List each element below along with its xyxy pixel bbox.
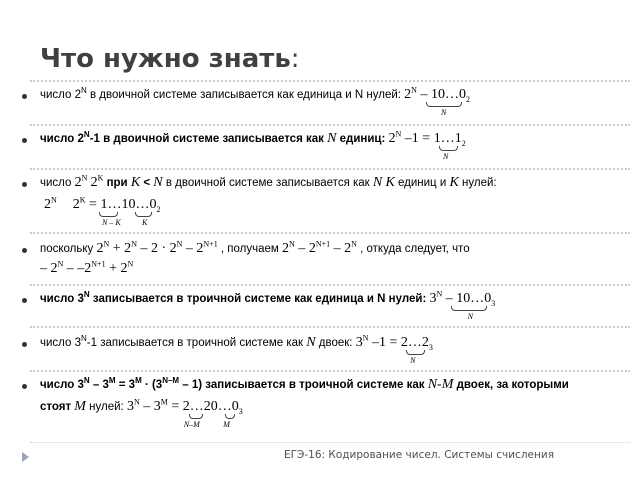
- divider-6: [30, 370, 630, 372]
- item-6: число $3^N-1$ записывается в троичной системе как N двоек: $3^N$ $-1 = 2\dots 2_3$ N: [40, 333, 433, 365]
- item-7-second-line: стоят M нулей: $3^N - 3^M$ = $2\dots 20\dots 0_3$ N–M M: [40, 397, 243, 429]
- item-1: число $2^N$ в двоичной системе записывается как единица и N нулей: $2^N$ – $10\dots 0_2$ N: [40, 85, 470, 117]
- formula-1: $2^N$ – $10\dots 0_2$ N: [404, 85, 470, 117]
- divider-2: [30, 168, 630, 170]
- bullet-6: [22, 342, 27, 347]
- bullet-2: [22, 138, 27, 143]
- item-5: число $3^N$ записывается в троичной системе как единица и N нулей: $3^N$ – $10\dots 0_3$ N: [40, 289, 496, 321]
- bullet-5: [22, 298, 27, 303]
- bullet-4: [22, 248, 27, 253]
- divider-4: [30, 284, 630, 286]
- divider-3: [30, 232, 630, 234]
- item-4-second-line: – $2^N - -2^{N+1} + 2^N$: [40, 259, 134, 276]
- bullet-7: [22, 384, 27, 389]
- formula-5: $3^N$ – $10\dots 0_3$ N: [429, 289, 496, 321]
- slide-footer: ЕГЭ-16: Кодирование чисел. Системы счисления: [284, 449, 555, 461]
- item-2: число $2^N-1$ в двоичной системе записывается как N единиц: $2^N$ $-1 = 1\dots 1_2$ N: [40, 129, 466, 161]
- item-4: поскольку $2^N + 2^N - 2 \cdot 2^N - 2^{N+1}$ , получаем $2^N - 2^{N+1} - 2^N$ , откуда следует, что: [40, 239, 470, 256]
- slide-title: Что нужно знать:: [40, 44, 300, 74]
- formula-7: $3^N - 3^M$ = $2\dots 20\dots 0_3$ N–M M: [126, 397, 243, 429]
- title-divider: [30, 80, 630, 82]
- formula-6: $3^N$ $-1 = 2\dots 2_3$ N: [355, 333, 433, 365]
- footer-divider: [30, 442, 630, 443]
- bullet-1: [22, 94, 27, 99]
- item-7: число $3^N - 3^M = 3^M \cdot (3^{N-M} - 1)$ записывается в троичной системе как N-M двоек, за которыми: [40, 376, 569, 392]
- item-3: число $2^N$ $2^K$ при K < N в двоичной системе записывается как N K единиц и K нулей:: [40, 173, 497, 190]
- bullet-3: [22, 182, 27, 187]
- item-3-formula-line: $2^N$ $2^K$ = $1\dots 10\dots 0_2$ N – K K: [44, 195, 161, 227]
- formula-3: $2^K$ = $1\dots 10\dots 0_2$ N – K K: [72, 195, 161, 227]
- formula-2: $2^N$ $-1 = 1\dots 1_2$ N: [388, 129, 466, 161]
- divider-1: [30, 124, 630, 126]
- title-colon: :: [290, 44, 300, 74]
- slide-nav-arrow-icon[interactable]: [22, 452, 29, 462]
- divider-5: [30, 326, 630, 328]
